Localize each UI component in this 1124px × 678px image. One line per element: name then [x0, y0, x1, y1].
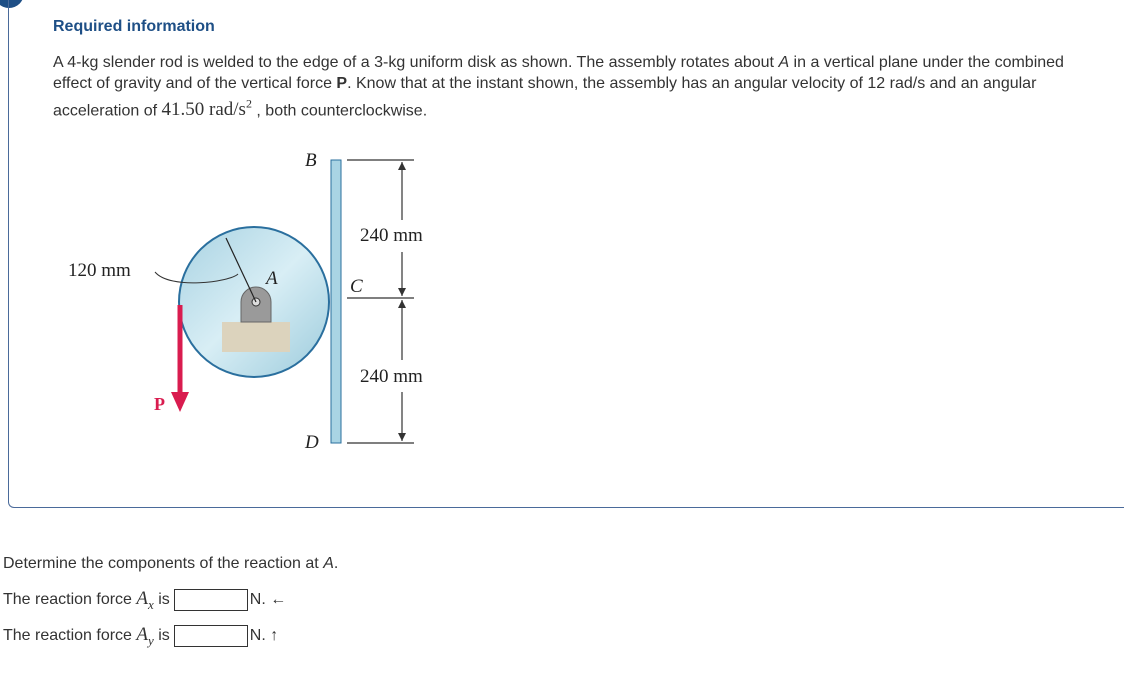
- text: A: [778, 54, 790, 71]
- answer-row-ay: [3, 624, 278, 649]
- label-radius: 120 mm: [68, 260, 131, 281]
- ay-input[interactable]: [174, 625, 248, 647]
- label-d: D: [305, 432, 319, 453]
- text: P: [336, 75, 348, 92]
- text: 2: [245, 97, 252, 111]
- text: y: [148, 632, 154, 648]
- text: A: [323, 555, 334, 572]
- support-base: [222, 322, 290, 352]
- label-b: B: [305, 150, 317, 171]
- text: x: [148, 596, 154, 612]
- arrowhead-icon: [171, 392, 189, 412]
- text: Determine the components of the reaction at: [3, 555, 324, 572]
- question-prompt: [3, 555, 338, 573]
- label-dim-top: 240 mm: [360, 225, 423, 246]
- dimension-lines: [347, 160, 414, 443]
- label-dim-bottom: 240 mm: [360, 366, 423, 387]
- text: A: [136, 588, 149, 609]
- answer-row-ax: [3, 588, 286, 613]
- var-ax: [136, 588, 154, 612]
- rod-bd: [331, 160, 341, 443]
- text: is: [153, 627, 170, 644]
- ax-input[interactable]: [174, 589, 248, 611]
- text: .: [333, 555, 339, 572]
- section-title: Required information: [53, 18, 215, 35]
- text: in a vertical plane under the combined effect of gravity and of the vertical force: [53, 54, 1064, 92]
- unit-label: N. ←: [249, 591, 287, 608]
- text: 41.50 rad/s: [161, 99, 246, 121]
- text: is: [153, 591, 170, 608]
- text: The reaction force: [3, 627, 137, 644]
- text: A: [136, 624, 149, 645]
- label-a: A: [266, 268, 278, 289]
- var-ay: [136, 624, 154, 648]
- text: . Know that at the instant shown, the assembly has an angular velocity of 12 rad/s and an angular acceleration of: [53, 75, 1037, 120]
- text: A 4-kg slender rod is welded to the edge of a 3-kg uniform disk as shown. The assembly rotates about: [53, 54, 779, 71]
- unit-label: N. ↑: [249, 627, 279, 644]
- label-c: C: [350, 276, 363, 297]
- text: , both counterclockwise.: [251, 102, 428, 120]
- label-p: P: [154, 394, 165, 414]
- text: The reaction force: [3, 591, 137, 608]
